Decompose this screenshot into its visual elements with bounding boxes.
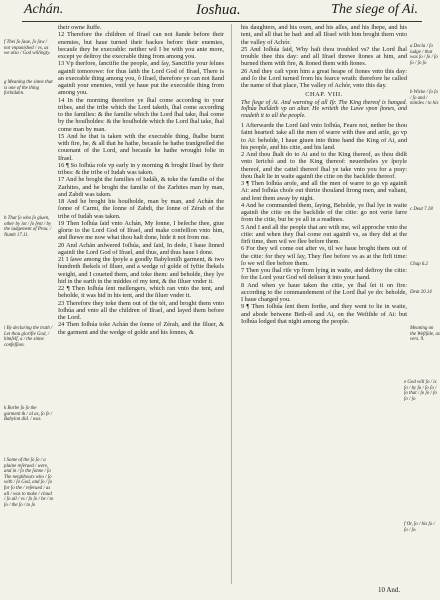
header-center: Iosħua.: [196, 2, 241, 18]
verse-paragraph: 24 Then Ioſhúa toke Achán the ſonne of Zérah, and the ſiluer, & the garment and the wedge of golde and his ſonnes, &: [58, 321, 224, 336]
margin-note: g Meaning the sinne that is one of the thing forbidden.: [4, 80, 53, 97]
verse-paragraph: 9 ¶ Then Ioſhúa ſent them forthe, and they went to lie in waite, and abode betwene Beth-él and Ai, on the Weſtſide of Ai: but Ioſhúa lodged that night among the people.: [241, 303, 407, 325]
header-rule: [22, 21, 422, 22]
margin-note: e God will ſo / is ſo / by ſo / ſo ſo / ſo that / ſo ſo / ſo ſo / ſo: [404, 380, 437, 402]
verse-paragraph: their owne ſtuffe.: [58, 24, 102, 31]
verse-paragraph: his daughters, and his oxen, and his aſſes, and his ſhepe, and his tent, and all that he had: and all Iſrael with him broght them vnto the valley of Achór.: [241, 24, 407, 46]
verse-paragraph: 19 Then Ioſhúa ſaid vnto Achán, My ſonne, I beſeche thee, giue glorie to the Lord God of Iſrael, and make confeſſion vnto him, and ſhewe me now what thou haſt done, hide it not from me.: [58, 219, 224, 242]
verse-paragraph: 18 And he broght his houſholde, man by man, and Achán the ſonne of Carmi, the ſonne of Zabdi, the ſonne of Zérah of the tribe of Iudáh was taken.: [58, 198, 224, 220]
verse-paragraph: 1 Afterwarde the Lord ſaid vnto Ioſhúa, Feare not, nether be thou faint hearted: take all the men of warre with thee and ariſe, go vp to Ai: beholde, I haue giuen into thine hand the King of Ai, and his people, and his citie, and his land.: [241, 122, 407, 151]
margin-note: i By declaring the truth / Let thou glorifie God, / himſelf, a / the sinne confeſſion.: [4, 326, 53, 348]
margin-note: k Borbe ſo ſo the garment & / al as, ſo ſe / Babylon did. / was.: [4, 406, 53, 423]
verse-paragraph: 14 In the morning therefore ye ſhal come according to your tribes, and the tribe which the Lord taketh, ſhal come according to the families: & the familie which the Lord ſhal take, ſhal come by the houſholdes: & the houſholde which the Lord ſhal take, ſhal come man by man.: [58, 96, 224, 133]
verse-paragraph: 3 ¶ Then Ioſhúa aroſe, and all the men of warre to go vp againſt Ai: and Ioſhúa choſe out thirtie thouſand ſtrong men, and valiant, and ſent them away by night.: [241, 180, 407, 202]
verse-paragraph: 4 And he commanded them, ſaying, Beholde, ye ſhal lye in waite againſt the citie on the backſide of the citie: go not verie farre from the citie, but be ye all in a readines.: [241, 201, 407, 224]
verse-paragraph: 16 ¶ So Ioſhúa roſe vp early in y morning & broght Iſrael by their tribes: & the tribe of Iudah was taken.: [58, 161, 224, 176]
margin-note: l Some of the ſo ſo / a plaine reſerued / were, and in / ſo the ſonne / ſo The neighbours who / ſo with / ſo God, and ſo / ſo for ſo the / reſerued / as all / was to make / cloud / ſo all / vs / ſo ſo / be / to ſo / the ſo / to ſo: [4, 458, 54, 508]
verse-paragraph: 21 I ſawe among the ſpoyle a goodly Babyloniſh garment, & two hundreth ſhekels of ſiluer, and a wedge of golde of fyftie ſhekels weight, and I coueted them, and toke them: and beholde, they lye hid in the earth in the middes of my tent, & the ſiluer vnder it.: [58, 256, 224, 285]
verse-paragraph: 2 And thou ſhalt do to Ai and to the King thereof, as thou didſt vnto Ierichó and to the King thereof: neuertheles ye ſpoyle thereof, and the cattel thereof ſhal ye take vnto you for a pray: thou ſhalt lie in waite againſt the citie on the backſide thereof.: [241, 151, 407, 180]
column-divider: [231, 24, 232, 584]
left-column: [58, 24, 224, 594]
verse-paragraph: 7 Then you ſhal riſe vp from lying in waite, and deſtroy the citie: for the Lord your God wil deliuer it into your hand.: [241, 267, 407, 282]
margin-note: a Decla / ſo iudge / that was ſo / ſo / ſo ſo / ſo ſo: [410, 44, 438, 66]
verse-paragraph: 20 And Achán anſwered Ioſhúa, and ſaid, In dede, I haue ſinned againſt the Lord God of Iſrael, and thus, and thus haue I done.: [58, 241, 224, 256]
verse-paragraph: 25 And Ioſhúa ſaid, Why haſt thou troubled vs? the Lord ſhal trouble thee this day: and all Iſrael threwe ſtones at him, and burned them with fire, & ſtoned them with ſtones.: [241, 45, 407, 68]
margin-note: f Thei ſo ſaue, ſo ſaw / not vnpunished / vs, as we also / God willingly.: [4, 40, 51, 57]
verse-paragraph: 8 And when ye haue taken the citie, ye ſhal ſet it on fire: according to the commandement of the Lord ſhal ye do: beholde, I haue charged you.: [241, 281, 407, 304]
header-right: The siege of Ai.: [331, 2, 418, 17]
margin-note: Chap 6.2: [410, 262, 428, 267]
verse-paragraph: 15 And he that is taken with the execrable thing, ſhalbe burnt with fire, he, & all that he hathe, becauſe he hathe tranſgreſſed the couenant of the Lord, and becauſe he hathe wrought folie in Iſrael.: [58, 132, 224, 162]
margin-note: Meaning on the Weſtſide, as vers. 9.: [410, 326, 440, 343]
margin-note: Deut 20.14: [410, 290, 432, 295]
header-left: Achán.: [24, 2, 64, 17]
right-column: [241, 24, 407, 594]
running-header: [0, 2, 440, 22]
right-column-body: [241, 122, 407, 325]
chapter-heading: CHAP. VIII.: [305, 91, 343, 99]
margin-note: h That ſo who ſo giuen, other by lot / ſo ſent / by the iudgement of Prou. / Numb 17.11.: [4, 216, 52, 238]
verse-paragraph: 23 Therefore they toke them out of the tét, and broght them vnto Ioſhúa and vnto all the children of Iſrael, and layed them before the Lord.: [58, 299, 224, 321]
verse-paragraph: 12 Therefore the children of Iſrael can not ſtande before their enemies, but haue turned their backes before their enemies, becauſe they be execrable: neither wil I be with you anie more, except ye deſtroy the execrable thing from among you.: [58, 31, 224, 60]
verse-paragraph: 13 Vp therfore, ſanctifie the people, and ſay, Sanctifie your ſelues againſt tomorowe: for thus ſaith the Lord God of Iſrael, There is an execrable thing among you, ô Iſrael, therefore ye can not ſtand againſt your enemies, vntil ye haue put the execrable thing from among you.: [58, 60, 224, 97]
catchword: 10 And.: [378, 586, 401, 594]
margin-note: c Deut 7.18: [410, 207, 433, 212]
right-column-top: [241, 24, 407, 89]
verse-paragraph: 22 ¶ Then Ioſhúa ſent meſſengers, which ran vnto the tent, and beholde, it was hid in his tent, and the ſiluer vnder it.: [58, 285, 224, 300]
chapter-summary: The ſiege of Ai. And warning of all Iſr. The King thereof is hanged. Ioſhúa buildeth vp an altar. He writeth the Lawe vpon ſtones, and readeth it to all the people.: [241, 99, 407, 120]
verse-paragraph: 5 And I and all the people that are with me, wil approche vnto the citie: and when they ſhal come out againſt vs, as they did at the firſt time, then wil we flee before them.: [241, 223, 407, 246]
verse-paragraph: 17 And he broght the families of Iudáh, & toke the familie of the Zarhites, and he broght the familie of the Zarhites man by man, and Zabdi was taken.: [58, 176, 224, 198]
margin-note: f Or, ſo / his ſo / ſo / ſo.: [404, 522, 435, 533]
verse-paragraph: 26 And they caſt vpon him a great heape of ſtones vnto this day: and ſo the Lord turned from his fearce wrath: therefore he called the name of that place, The valley of Achór, vnto this day.: [241, 67, 407, 89]
margin-note: b Wicke / ſo ſo / ſo and / mindes / to his: [410, 90, 439, 107]
verse-paragraph: 6 For they wil come out after vs, til we haue broght them out of the citie: for they wil ſay, They flee before vs as at the firſt time: ſo we wil flee before them.: [241, 245, 407, 267]
